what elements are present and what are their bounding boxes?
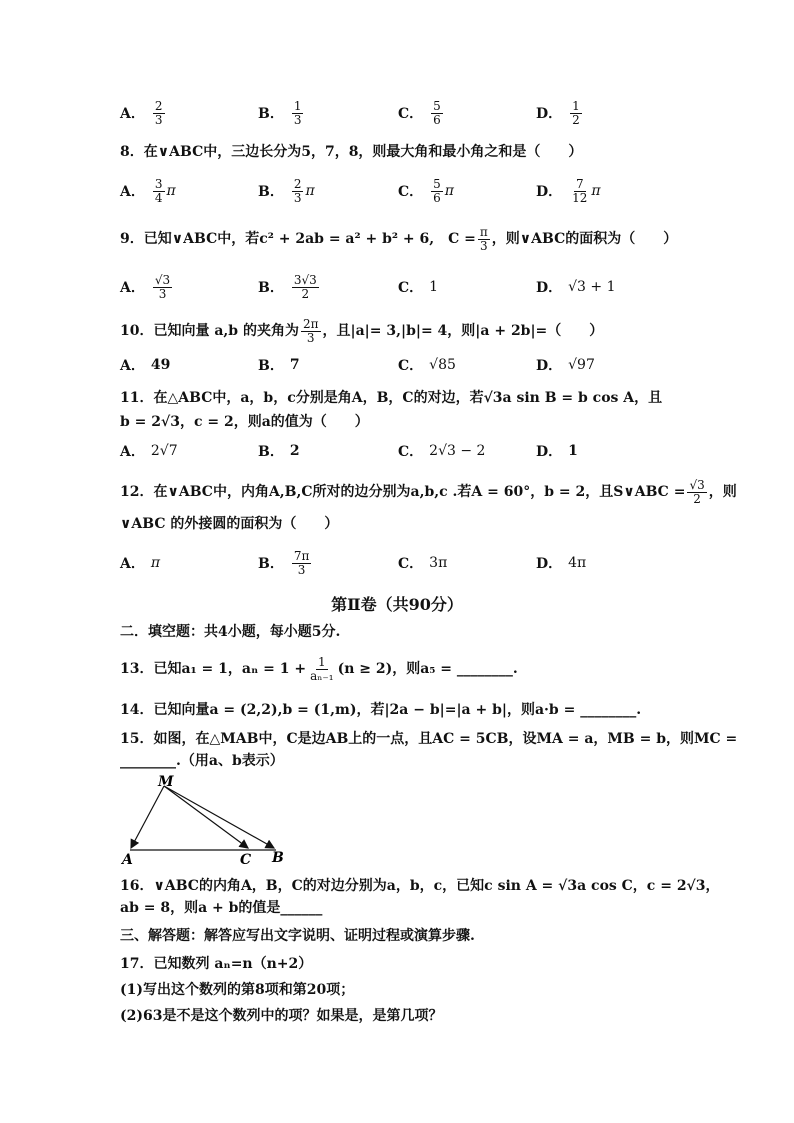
q17-part1: (1)写出这个数列的第8项和第20项； [120, 982, 355, 998]
label-m: M [158, 774, 174, 790]
part3-header: 三、解答题：解答应写出文字说明、证明过程或演算步骤. [120, 928, 475, 944]
q11-stem-line2: b = 2√3，c = 2，则a的值为（ ） [120, 414, 369, 430]
q11-options [120, 434, 680, 468]
q7-option-c[interactable]: C． $\frac{5}{6}$ [398, 98, 441, 127]
triangle-figure [118, 772, 298, 868]
q17-stem: 17．已知数列 aₙ=n（n+2） [120, 956, 313, 972]
q11-option-d[interactable]: D． 1 [536, 443, 578, 460]
q8-option-c[interactable]: C． $\frac{5}{6}$ π [398, 176, 454, 205]
q8-options [120, 174, 680, 208]
q10-options [120, 348, 680, 382]
q12-option-b[interactable]: B． $\frac{7\pi}{3}$ [258, 548, 310, 577]
q11-option-a[interactable]: A． 2√7 [120, 443, 178, 460]
q16-stem-line2: ab = 8，则a + b的值是______ [120, 900, 323, 916]
section-title: 第Ⅱ卷（共90分） [331, 595, 463, 614]
vector-mc [164, 786, 248, 848]
label-a: A [122, 852, 133, 868]
q10-stem: 10．已知向量 a,b 的夹角为 $\frac{2\pi}{3}$ ，且|a|= 3,|b|= 4，则|a + 2b|=（ ） [120, 316, 604, 345]
q11-stem-line1: 11．在△ABC中，a，b，c分别是角A，B，C的对边，若√3a sin B = b cos A，且 [120, 390, 663, 406]
q9-option-b[interactable]: B． $\frac{3√3}{2}$ [258, 272, 317, 301]
q13-stem: 13．已知a₁ = 1，aₙ = 1 + $\frac{1}{\text{aₙ₋₁}}$ (n ≥ 2)，则a₅ = ________. [120, 654, 518, 683]
vector-mb [164, 786, 274, 848]
q8-option-b[interactable]: B． $\frac{2}{3}$ π [258, 176, 315, 205]
q8-stem: 8．在∨ABC中，三边长分为5，7，8，则最大角和最小角之和是（ ） [120, 144, 583, 160]
q17-part2: (2)63是不是这个数列中的项？如果是，是第几项？ [120, 1008, 443, 1024]
q11-option-b[interactable]: B． 2 [258, 443, 300, 460]
q16-stem-line1: 16．∨ABC的内角A，B，C的对边分别为a，b，c，已知c sin A = √3a cos C，c = 2√3， [120, 878, 720, 894]
q9-options [120, 270, 680, 304]
q9-option-a[interactable]: A． $\frac{√3}{3}$ [120, 272, 171, 301]
label-b: B [272, 850, 284, 866]
q7-options [120, 96, 680, 130]
label-c: C [240, 852, 252, 868]
q7-option-b[interactable]: B． $\frac{1}{3}$ [258, 98, 302, 127]
q12-stem-line2: ∨ABC 的外接圆的面积为（ ） [120, 516, 339, 532]
q7-option-a[interactable]: A． $\frac{2}{3}$ [120, 98, 163, 127]
vector-ma [131, 786, 164, 848]
q10-option-b[interactable]: B． 7 [258, 357, 300, 374]
q8-option-a[interactable]: A． $\frac{3}{4}$ π [120, 176, 176, 205]
q8-option-d[interactable]: D． $\frac{7}{12}$ π [536, 176, 601, 205]
q10-option-d[interactable]: D． √97 [536, 357, 595, 374]
q15-stem-line2: ________.（用a、b表示） [120, 753, 284, 769]
q9-stem: 9．已知∨ABC中，若c² + 2ab = a² + b² + 6, C = $\frac{\pi}{3}$ ，则∨ABC的面积为（ ） [120, 224, 678, 253]
q15-stem-line1: 15．如图，在△MAB中，C是边AB上的一点，且AC = 5CB，设MA = a，MB = b，则MC = [120, 731, 738, 747]
q12-option-a[interactable]: A． π [120, 555, 161, 572]
q12-option-d[interactable]: D． 4π [536, 555, 587, 572]
q10-option-a[interactable]: A． 49 [120, 357, 171, 374]
q9-option-c[interactable]: C． 1 [398, 279, 439, 296]
q12-options [120, 546, 680, 580]
q12-stem-line1: 12．在∨ABC中，内角A,B,C所对的边分别为a,b,c .若A = 60°，b = 2，且S∨ABC = $\frac{√3}{2}$ ，则 [120, 477, 737, 506]
q12-option-c[interactable]: C． 3π [398, 555, 448, 572]
q10-option-c[interactable]: C． √85 [398, 357, 456, 374]
part2-header: 二．填空题：共4小题，每小题5分. [120, 624, 341, 640]
q7-option-d[interactable]: D． $\frac{1}{2}$ [536, 98, 580, 127]
q11-option-c[interactable]: C． 2√3 − 2 [398, 443, 486, 460]
q9-option-d[interactable]: D． √3 + 1 [536, 279, 616, 296]
q14-stem: 14．已知向量a = (2,2),b = (1,m)，若|2a − b|=|a + b|，则a·b = ________. [120, 702, 642, 718]
